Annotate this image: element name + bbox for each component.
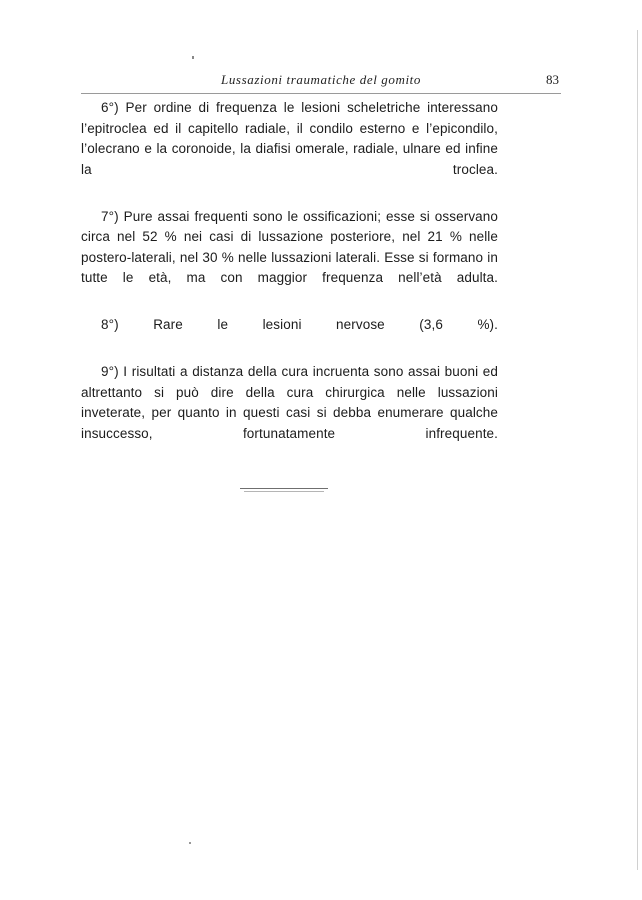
print-speck [192,56,194,59]
page-edge-shadow [637,30,638,870]
paragraph-7: 7°) Pure assai frequenti sono le ossificazioni; esse si osservano circa nel 52 % nei casi di lussazione posteriore, nel 21 % nelle postero-laterali, nel 30 % nelle lussazioni laterali. Esse si formano in tutte le età, ma con maggior frequenza nell’età adulta. [81,208,498,285]
print-speck-bottom [189,842,191,844]
page-number: 83 [546,72,559,87]
running-header [81,72,561,92]
paragraph-6: 6°) Per ordine di frequenza le lesioni scheletriche interessano l’epitroclea ed il capitello radiale, il condilo esterno e l’epicondilo, l’olecrano e la coronoide, la diafisi omerale, radiale, ulnare ed infine la troclea. [81,100,498,177]
header-rule [81,93,561,94]
end-rule-lower [244,491,324,492]
paragraph-8: 8°) Rare le lesioni nervose (3,6 %). [101,317,498,332]
section-end-rule [240,488,328,492]
end-rule-upper [240,488,328,489]
paragraph-9: 9°) I risultati a distanza della cura incruenta sono assai buoni ed altrettanto si può dire della cura chirurgica nelle lussazioni inveterate, per quanto in questi casi si debba enumerare qualche insuccesso, fortunatamente infrequente. [81,364,498,441]
running-title: Lussazioni traumatiche del gomito [221,72,421,87]
body-text [81,98,498,471]
